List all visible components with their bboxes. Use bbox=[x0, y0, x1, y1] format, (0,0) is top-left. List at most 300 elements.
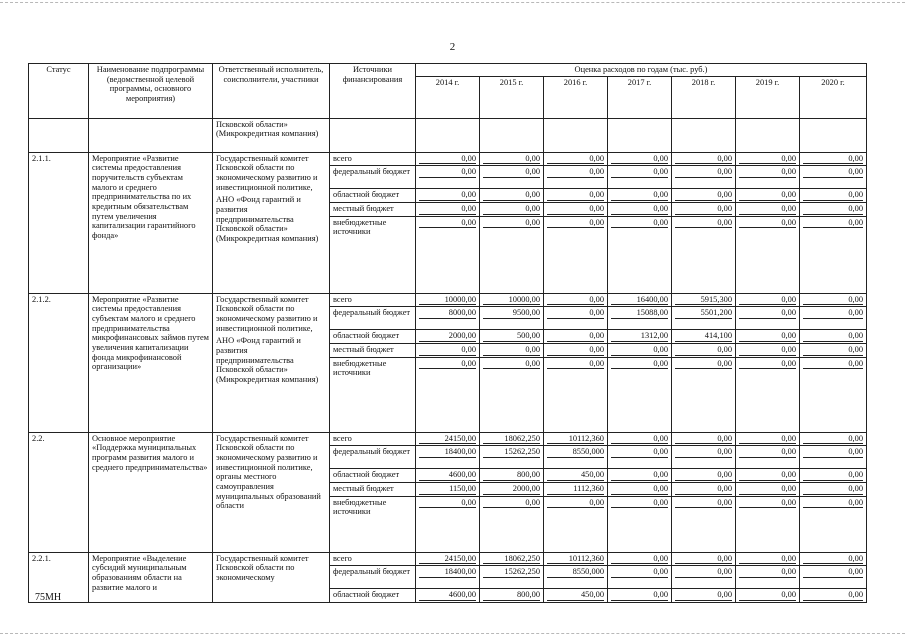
value-cell bbox=[480, 293, 544, 307]
scan-bottom-edge bbox=[0, 633, 905, 634]
value-cell bbox=[608, 566, 672, 589]
name-cell bbox=[89, 118, 213, 152]
value-text: 0,00 bbox=[739, 204, 796, 215]
value-cell bbox=[672, 469, 736, 483]
value-text: 0,00 bbox=[547, 498, 604, 509]
value-text: 0,00 bbox=[803, 154, 863, 165]
empty-cell bbox=[480, 118, 544, 152]
value-text: 0,00 bbox=[739, 567, 796, 578]
value-cell bbox=[800, 307, 867, 330]
value-text: 0,00 bbox=[547, 331, 604, 342]
value-text: 0,00 bbox=[483, 345, 540, 356]
status-cell: 2.1.2. bbox=[29, 293, 89, 432]
value-cell bbox=[672, 589, 736, 603]
value-cell bbox=[736, 589, 800, 603]
status-cell: 2.1.1. bbox=[29, 152, 89, 293]
value-text: 0,00 bbox=[739, 498, 796, 509]
value-text: 15262,250 bbox=[483, 447, 540, 458]
value-text: 0,00 bbox=[739, 554, 796, 565]
header-status: Статус bbox=[29, 64, 89, 119]
value-text: 0,00 bbox=[803, 434, 863, 445]
value-cell bbox=[480, 330, 544, 344]
value-text: 18400,00 bbox=[419, 567, 476, 578]
value-text: 4600,00 bbox=[419, 590, 476, 601]
value-cell bbox=[608, 152, 672, 166]
source-cell: всего bbox=[330, 552, 416, 566]
value-text: 0,00 bbox=[611, 434, 668, 445]
value-text: 0,00 bbox=[675, 167, 732, 178]
value-cell bbox=[736, 357, 800, 432]
empty-cell bbox=[608, 118, 672, 152]
header-year: 2017 г. bbox=[608, 76, 672, 118]
value-cell bbox=[480, 216, 544, 293]
value-text: 414,100 bbox=[675, 331, 732, 342]
value-cell bbox=[416, 432, 480, 446]
value-cell bbox=[672, 482, 736, 496]
value-text: 0,00 bbox=[739, 484, 796, 495]
header-year: 2016 г. bbox=[544, 76, 608, 118]
value-text: 10112,360 bbox=[547, 434, 604, 445]
value-text: 0,00 bbox=[739, 434, 796, 445]
empty-cell bbox=[800, 118, 867, 152]
value-cell bbox=[736, 202, 800, 216]
value-cell bbox=[544, 446, 608, 469]
table-row bbox=[29, 118, 867, 152]
value-cell bbox=[416, 446, 480, 469]
value-cell bbox=[800, 357, 867, 432]
value-cell bbox=[608, 343, 672, 357]
value-cell bbox=[480, 446, 544, 469]
value-text: 0,00 bbox=[611, 447, 668, 458]
value-cell bbox=[608, 202, 672, 216]
empty-cell bbox=[416, 118, 480, 152]
executor-cell bbox=[213, 293, 330, 432]
value-text: 0,00 bbox=[483, 154, 540, 165]
value-text: 4600,00 bbox=[419, 470, 476, 481]
value-text: 0,00 bbox=[675, 434, 732, 445]
value-text: 0,00 bbox=[739, 331, 796, 342]
value-text: 0,00 bbox=[675, 567, 732, 578]
value-cell bbox=[800, 482, 867, 496]
value-text: 0,00 bbox=[739, 167, 796, 178]
source-cell: всего bbox=[330, 432, 416, 446]
value-text: 0,00 bbox=[675, 470, 732, 481]
value-cell bbox=[544, 482, 608, 496]
source-cell: областной бюджет bbox=[330, 589, 416, 603]
value-text: 0,00 bbox=[611, 484, 668, 495]
value-cell bbox=[672, 330, 736, 344]
value-cell bbox=[416, 152, 480, 166]
value-cell bbox=[736, 343, 800, 357]
value-text: 0,00 bbox=[483, 498, 540, 509]
header-year: 2015 г. bbox=[480, 76, 544, 118]
value-cell bbox=[800, 552, 867, 566]
value-text: 0,00 bbox=[803, 331, 863, 342]
value-text: 0,00 bbox=[739, 308, 796, 319]
value-text: 15262,250 bbox=[483, 567, 540, 578]
value-cell bbox=[480, 496, 544, 552]
value-text: 0,00 bbox=[739, 359, 796, 370]
header-year: 2019 г. bbox=[736, 76, 800, 118]
value-cell bbox=[480, 189, 544, 203]
value-text: 0,00 bbox=[803, 498, 863, 509]
value-cell bbox=[480, 166, 544, 189]
empty-cell bbox=[330, 118, 416, 152]
value-cell bbox=[544, 469, 608, 483]
value-text: 0,00 bbox=[611, 590, 668, 601]
value-cell bbox=[544, 432, 608, 446]
value-cell bbox=[800, 343, 867, 357]
value-text: 8550,000 bbox=[547, 567, 604, 578]
value-text: 0,00 bbox=[483, 204, 540, 215]
value-text: 0,00 bbox=[483, 167, 540, 178]
value-cell bbox=[416, 307, 480, 330]
value-text: 0,00 bbox=[675, 554, 732, 565]
value-text: 0,00 bbox=[419, 154, 476, 165]
value-cell bbox=[608, 469, 672, 483]
value-cell bbox=[416, 482, 480, 496]
source-cell: всего bbox=[330, 152, 416, 166]
value-text: 1312,00 bbox=[611, 331, 668, 342]
value-cell bbox=[544, 166, 608, 189]
value-cell bbox=[416, 357, 480, 432]
value-text: 500,00 bbox=[483, 331, 540, 342]
value-cell bbox=[672, 293, 736, 307]
value-cell bbox=[608, 432, 672, 446]
value-text: 0,00 bbox=[675, 498, 732, 509]
value-text: 2000,00 bbox=[419, 331, 476, 342]
value-cell bbox=[608, 166, 672, 189]
value-cell bbox=[672, 307, 736, 330]
value-cell bbox=[672, 446, 736, 469]
value-cell bbox=[800, 152, 867, 166]
executor-paragraph: Государственный комитет Псковской области по экономическому развитию и инвестиционной политике, органы местного самоуправления муниципальных образований области bbox=[216, 433, 321, 511]
value-cell bbox=[736, 216, 800, 293]
value-text: 0,00 bbox=[547, 295, 604, 306]
value-cell bbox=[736, 482, 800, 496]
value-text: 0,00 bbox=[611, 218, 668, 229]
value-cell bbox=[608, 589, 672, 603]
header-estimate: Оценка расходов по годам (тыс. руб.) bbox=[416, 64, 867, 77]
value-cell bbox=[416, 343, 480, 357]
value-cell bbox=[736, 469, 800, 483]
executor-cell bbox=[213, 152, 330, 293]
value-cell bbox=[736, 307, 800, 330]
value-text: 0,00 bbox=[611, 470, 668, 481]
value-text: 0,00 bbox=[611, 154, 668, 165]
value-cell bbox=[480, 552, 544, 566]
value-text: 800,00 bbox=[483, 470, 540, 481]
value-text: 0,00 bbox=[547, 154, 604, 165]
value-text: 0,00 bbox=[675, 218, 732, 229]
value-cell bbox=[544, 357, 608, 432]
header-executor: Ответственный исполнитель, соисполнители, участники bbox=[213, 64, 330, 119]
value-cell bbox=[608, 496, 672, 552]
value-cell bbox=[544, 330, 608, 344]
value-text: 0,00 bbox=[675, 204, 732, 215]
value-text: 0,00 bbox=[483, 218, 540, 229]
executor-paragraph: Государственный комитет Псковской области по экономическому развитию и инвестиционной политике, bbox=[216, 294, 318, 333]
value-cell bbox=[544, 202, 608, 216]
source-cell: федеральный бюджет bbox=[330, 166, 416, 189]
value-cell bbox=[800, 566, 867, 589]
value-cell bbox=[736, 189, 800, 203]
value-cell bbox=[736, 566, 800, 589]
executor-paragraph: АНО «Фонд гарантий и развития предпринимательства Псковской области» (Микрокредитная компания) bbox=[216, 195, 319, 243]
value-text: 0,00 bbox=[739, 470, 796, 481]
value-cell bbox=[736, 432, 800, 446]
value-text: 0,00 bbox=[675, 484, 732, 495]
value-cell bbox=[672, 189, 736, 203]
value-cell bbox=[736, 166, 800, 189]
value-cell bbox=[544, 307, 608, 330]
value-text: 18400,00 bbox=[419, 447, 476, 458]
status-cell: 2.2. bbox=[29, 432, 89, 552]
value-text: 0,00 bbox=[739, 447, 796, 458]
value-text: 0,00 bbox=[675, 359, 732, 370]
value-cell bbox=[544, 189, 608, 203]
value-text: 0,00 bbox=[739, 190, 796, 201]
header-year: 2018 г. bbox=[672, 76, 736, 118]
value-cell bbox=[416, 330, 480, 344]
source-cell: внебюджетные источники bbox=[330, 496, 416, 552]
value-cell bbox=[416, 202, 480, 216]
value-text: 24150,00 bbox=[419, 434, 476, 445]
table-row bbox=[29, 432, 867, 446]
executor-paragraph: Государственный комитет Псковской области по экономическому развитию и инвестиционной политике, bbox=[216, 153, 318, 192]
value-text: 0,00 bbox=[611, 554, 668, 565]
value-cell bbox=[672, 216, 736, 293]
value-text: 0,00 bbox=[547, 218, 604, 229]
value-text: 0,00 bbox=[739, 218, 796, 229]
expenditure-table bbox=[28, 63, 867, 603]
value-text: 8000,00 bbox=[419, 308, 476, 319]
value-text: 0,00 bbox=[803, 190, 863, 201]
value-text: 10000,00 bbox=[483, 295, 540, 306]
source-cell: местный бюджет bbox=[330, 343, 416, 357]
value-cell bbox=[672, 166, 736, 189]
value-text: 0,00 bbox=[675, 154, 732, 165]
value-text: 0,00 bbox=[547, 190, 604, 201]
value-cell bbox=[800, 293, 867, 307]
value-text: 9500,00 bbox=[483, 308, 540, 319]
value-text: 0,00 bbox=[675, 190, 732, 201]
value-text: 0,00 bbox=[611, 204, 668, 215]
value-cell bbox=[736, 293, 800, 307]
value-text: 0,00 bbox=[803, 308, 863, 319]
name-cell: Мероприятие «Развитие системы предоставления субъектам малого и среднего предпринимательства микрофинансовых займов путем увеличения капитализации фонда микрофинансовой организации» bbox=[89, 293, 213, 432]
value-text: 16400,00 bbox=[611, 295, 668, 306]
value-cell bbox=[480, 357, 544, 432]
executor-cell bbox=[213, 432, 330, 552]
source-cell: местный бюджет bbox=[330, 482, 416, 496]
value-cell bbox=[416, 566, 480, 589]
value-cell bbox=[736, 496, 800, 552]
value-text: 0,00 bbox=[739, 295, 796, 306]
value-text: 0,00 bbox=[803, 218, 863, 229]
value-text: 0,00 bbox=[611, 498, 668, 509]
value-text: 0,00 bbox=[419, 204, 476, 215]
source-cell: внебюджетные источники bbox=[330, 216, 416, 293]
value-cell bbox=[672, 552, 736, 566]
value-text: 0,00 bbox=[803, 359, 863, 370]
value-cell bbox=[544, 589, 608, 603]
value-cell bbox=[608, 357, 672, 432]
header-year: 2020 г. bbox=[800, 76, 867, 118]
value-text: 0,00 bbox=[547, 345, 604, 356]
value-text: 0,00 bbox=[803, 470, 863, 481]
source-cell: федеральный бюджет bbox=[330, 446, 416, 469]
empty-cell bbox=[672, 118, 736, 152]
value-text: 0,00 bbox=[803, 167, 863, 178]
value-cell bbox=[416, 166, 480, 189]
value-cell bbox=[736, 152, 800, 166]
value-cell bbox=[608, 482, 672, 496]
value-text: 0,00 bbox=[547, 308, 604, 319]
value-cell bbox=[672, 432, 736, 446]
value-cell bbox=[544, 496, 608, 552]
value-cell bbox=[800, 446, 867, 469]
executor-paragraph: АНО «Фонд гарантий и развития предпринимательства Псковской области» (Микрокредитная компания) bbox=[216, 336, 319, 384]
value-cell bbox=[480, 589, 544, 603]
value-cell bbox=[480, 152, 544, 166]
value-text: 0,00 bbox=[803, 447, 863, 458]
value-text: 0,00 bbox=[611, 567, 668, 578]
value-cell bbox=[544, 552, 608, 566]
value-cell bbox=[544, 566, 608, 589]
value-text: 18062,250 bbox=[483, 434, 540, 445]
value-cell bbox=[416, 293, 480, 307]
value-cell bbox=[608, 552, 672, 566]
value-text: 0,00 bbox=[611, 359, 668, 370]
source-cell: внебюджетные источники bbox=[330, 357, 416, 432]
value-text: 10112,360 bbox=[547, 554, 604, 565]
table-row bbox=[29, 293, 867, 307]
value-cell bbox=[800, 469, 867, 483]
value-cell bbox=[480, 566, 544, 589]
value-text: 0,00 bbox=[419, 167, 476, 178]
value-cell bbox=[800, 432, 867, 446]
value-text: 0,00 bbox=[803, 484, 863, 495]
value-cell bbox=[736, 446, 800, 469]
value-cell bbox=[480, 482, 544, 496]
source-cell: областной бюджет bbox=[330, 189, 416, 203]
value-cell bbox=[608, 216, 672, 293]
executor-cell: Псковской области» (Микрокредитная компания) bbox=[213, 118, 330, 152]
value-cell bbox=[544, 293, 608, 307]
value-cell bbox=[800, 496, 867, 552]
source-cell: областной бюджет bbox=[330, 330, 416, 344]
value-text: 18062,250 bbox=[483, 554, 540, 565]
header-year: 2014 г. bbox=[416, 76, 480, 118]
header-sources: Источники финансирования bbox=[330, 64, 416, 119]
value-text: 0,00 bbox=[419, 218, 476, 229]
value-cell bbox=[736, 330, 800, 344]
value-text: 0,00 bbox=[483, 190, 540, 201]
empty-cell bbox=[544, 118, 608, 152]
value-text: 0,00 bbox=[675, 447, 732, 458]
table-body bbox=[29, 118, 867, 602]
value-cell bbox=[416, 552, 480, 566]
value-text: 0,00 bbox=[739, 345, 796, 356]
value-text: 0,00 bbox=[675, 345, 732, 356]
value-cell bbox=[416, 469, 480, 483]
value-text: 1150,00 bbox=[419, 484, 476, 495]
table-header bbox=[29, 64, 867, 119]
value-cell bbox=[480, 469, 544, 483]
footer-code: 75МН bbox=[35, 592, 62, 603]
value-cell bbox=[672, 343, 736, 357]
value-text: 0,00 bbox=[803, 567, 863, 578]
value-cell bbox=[480, 307, 544, 330]
value-cell bbox=[800, 589, 867, 603]
value-cell bbox=[672, 202, 736, 216]
value-text: 0,00 bbox=[419, 498, 476, 509]
value-text: 0,00 bbox=[739, 590, 796, 601]
value-text: 0,00 bbox=[675, 590, 732, 601]
value-cell bbox=[672, 566, 736, 589]
value-cell bbox=[480, 343, 544, 357]
value-text: 5501,200 bbox=[675, 308, 732, 319]
value-cell bbox=[608, 293, 672, 307]
name-cell: Мероприятие «Развитие системы предоставления поручительств субъектам малого и среднего предпринимательства по их кредитным обязательствам путем увеличения капитализации гарантийного фонда» bbox=[89, 152, 213, 293]
value-text: 8550,000 bbox=[547, 447, 604, 458]
value-cell bbox=[800, 202, 867, 216]
source-cell: федеральный бюджет bbox=[330, 307, 416, 330]
value-text: 0,00 bbox=[611, 190, 668, 201]
value-cell bbox=[416, 216, 480, 293]
value-cell bbox=[416, 589, 480, 603]
value-cell bbox=[608, 189, 672, 203]
source-cell: федеральный бюджет bbox=[330, 566, 416, 589]
value-cell bbox=[608, 307, 672, 330]
value-text: 5915,300 bbox=[675, 295, 732, 306]
value-cell bbox=[480, 202, 544, 216]
value-cell bbox=[544, 152, 608, 166]
source-cell: всего bbox=[330, 293, 416, 307]
value-cell bbox=[800, 216, 867, 293]
value-text: 0,00 bbox=[803, 204, 863, 215]
value-text: 0,00 bbox=[803, 554, 863, 565]
value-cell bbox=[608, 330, 672, 344]
source-cell: местный бюджет bbox=[330, 202, 416, 216]
value-cell bbox=[608, 446, 672, 469]
value-cell bbox=[672, 152, 736, 166]
status-cell bbox=[29, 118, 89, 152]
header-name: Наименование подпрограммы (ведомственной целевой программы, основного мероприятия) bbox=[89, 64, 213, 119]
value-text: 450,00 bbox=[547, 470, 604, 481]
value-text: 15088,00 bbox=[611, 308, 668, 319]
executor-paragraph: Государственный комитет Псковской области по экономическому bbox=[216, 553, 309, 582]
source-cell: областной бюджет bbox=[330, 469, 416, 483]
name-cell: Основное мероприятие «Поддержка муниципальных программ развития малого и среднего предпринимательства» bbox=[89, 432, 213, 552]
value-cell bbox=[800, 330, 867, 344]
status-cell: 2.2.1. bbox=[29, 552, 89, 602]
value-text: 0,00 bbox=[803, 295, 863, 306]
value-cell bbox=[800, 166, 867, 189]
name-cell: Мероприятие «Выделение субсидий муниципальным образованиям области на развитие малого и bbox=[89, 552, 213, 602]
value-cell bbox=[800, 189, 867, 203]
value-text: 24150,00 bbox=[419, 554, 476, 565]
value-text: 0,00 bbox=[611, 167, 668, 178]
value-text: 0,00 bbox=[419, 345, 476, 356]
executor-cell bbox=[213, 552, 330, 602]
value-text: 0,00 bbox=[547, 204, 604, 215]
value-text: 0,00 bbox=[803, 345, 863, 356]
value-cell bbox=[544, 216, 608, 293]
value-text: 450,00 bbox=[547, 590, 604, 601]
value-cell bbox=[544, 343, 608, 357]
